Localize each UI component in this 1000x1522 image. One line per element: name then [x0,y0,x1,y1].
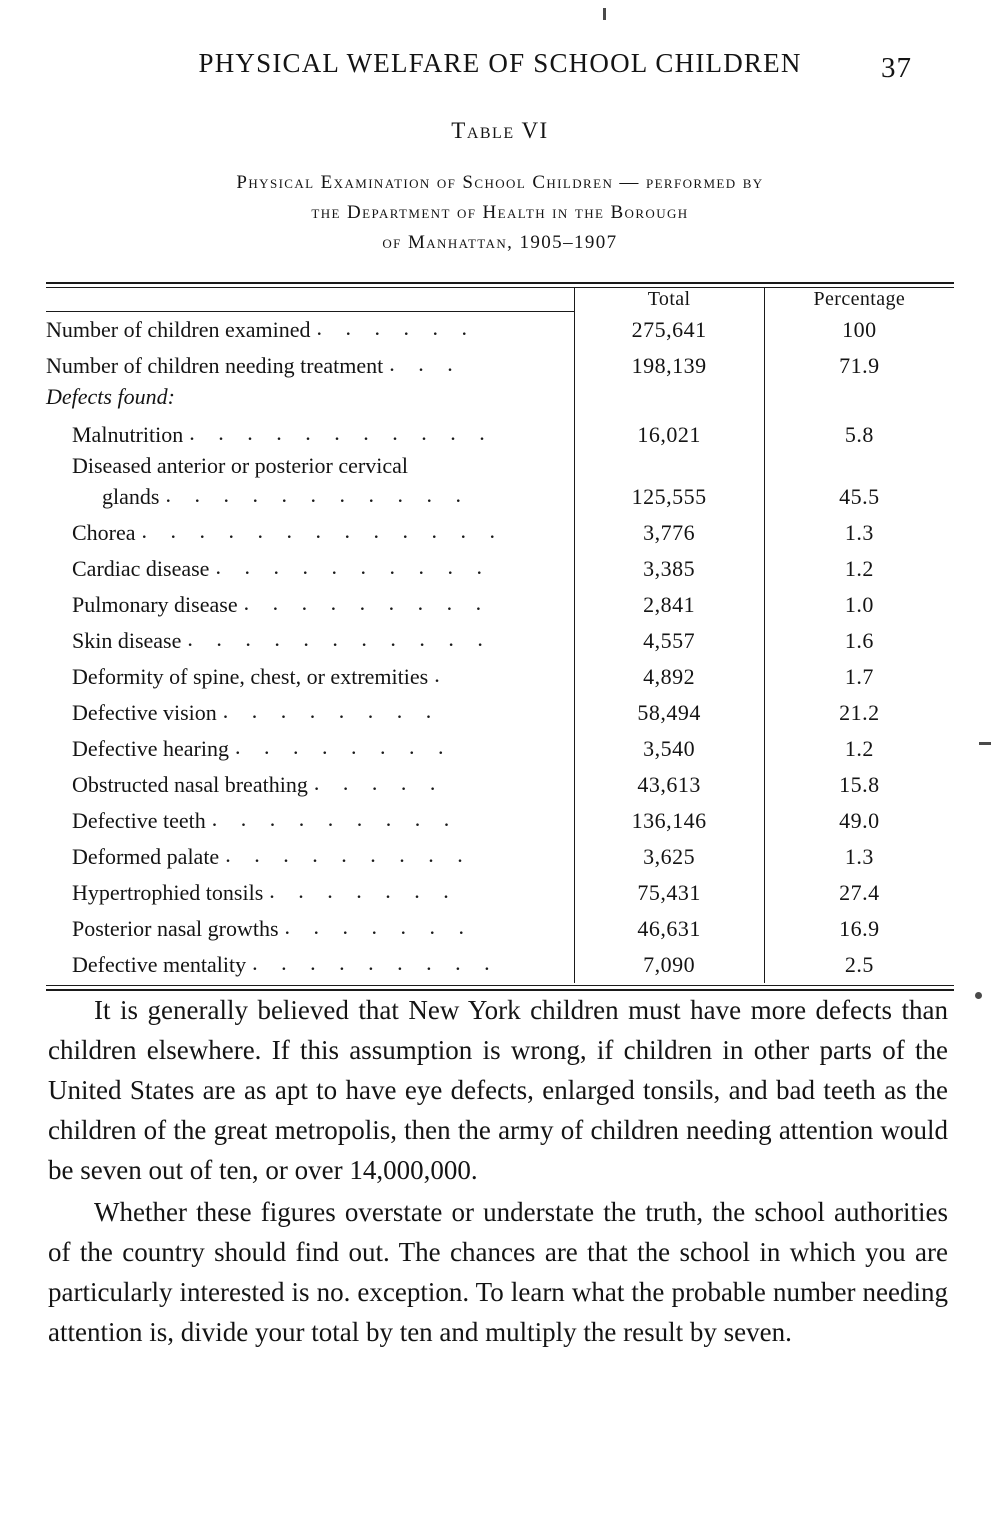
leader-dots: . . . . . . . [269,877,458,903]
row-pct-spacer [764,453,954,479]
row-percentage: 16.9 [764,911,954,947]
leader-dots: . . . [389,350,462,376]
leader-dots: . . . . . . . . . . [215,553,491,579]
table-row [46,410,954,453]
column-header-percentage: Percentage [764,288,954,311]
row-total: 43,613 [574,767,764,803]
row-total: 3,776 [574,515,764,551]
row-total: 198,139 [574,348,764,384]
table-row [46,623,954,659]
row-percentage: 1.2 [764,731,954,767]
row-total: 16,021 [574,410,764,453]
row-label: Deformity of spine, chest, or extremities [72,663,429,689]
table-caption-line-3: of Manhattan, 1905–1907 [382,232,618,253]
row-percentage: 27.4 [764,875,954,911]
leader-dots: . . . . . . . . [234,733,453,759]
table-row [46,479,954,515]
row-label: Deformed palate [72,843,220,869]
row-percentage: 2.5 [764,947,954,983]
table-row [46,311,954,348]
table-caption [70,168,930,258]
table-row [46,348,954,384]
row-percentage: 1.7 [764,659,954,695]
table-body [46,311,954,983]
row-label-cell [46,515,574,551]
leader-dots: . . . . . . . . . [225,841,472,867]
table-header-row [46,288,954,311]
row-label-cell [46,311,574,348]
table-row [46,911,954,947]
row-label-cell [46,839,574,875]
section-heading: Defects found: [46,383,175,409]
row-label-cell [46,875,574,911]
leader-dots: . . . . . [313,769,445,795]
row-label-cell [46,410,574,453]
table-label: Table VI [451,118,549,143]
row-label-cell [46,731,574,767]
table-row [46,587,954,623]
leader-dots: . . . . . . . [284,913,474,939]
paragraph-2: Whether these figures overstate or understate the truth, the school authorities of the country should find out. The chances are that the school in which you are particularly interested is no. exception. To learn what the probable number needing attention is, divide your total by ten and multiply the result by seven. [48,1197,948,1347]
row-percentage: 1.2 [764,551,954,587]
row-label: Pulmonary disease [72,591,238,617]
table-row [46,551,954,587]
row-label-cell [46,587,574,623]
scan-artifact [975,992,982,999]
row-label: Defective vision [72,699,217,725]
table-row [46,947,954,983]
row-total: 3,385 [574,551,764,587]
row-percentage: 15.8 [764,767,954,803]
row-label-cell [46,551,574,587]
row-percentage: 71.9 [764,348,954,384]
row-percentage: 45.5 [764,479,954,515]
leader-dots: . . . . . . . . . . . [187,625,492,651]
row-label: Defective teeth [72,807,206,833]
row-total-spacer [574,453,764,479]
row-label: Obstructed nasal breathing [72,771,308,797]
row-total: 275,641 [574,311,764,348]
column-header-blank [46,288,574,311]
row-label-cell [46,947,574,983]
table-row [46,875,954,911]
row-percentage: 1.3 [764,515,954,551]
leader-dots: . . . . . . . . . [252,949,499,975]
row-total: 4,557 [574,623,764,659]
row-label: Hypertrophied tonsils [72,879,264,905]
table-row [46,731,954,767]
row-label: Skin disease [72,627,182,653]
leader-dots: . . . . . . . . . [211,805,459,831]
table-row [46,767,954,803]
row-total: 46,631 [574,911,764,947]
row-percentage: 21.2 [764,695,954,731]
data-table [46,282,954,991]
row-percentage: 1.6 [764,623,954,659]
table-section-heading-row [46,384,954,410]
leader-dots: . . . . . . . . . . . [165,481,470,507]
paragraph-1: It is generally believed that New York children must have more defects than children elsewhere. If this assumption is wrong, if children in other parts of the United States are as apt to have eye defects, enlarged tonsils, and bad teeth as the children of the great metropolis, then the army of children needing attention would be seven out of ten, or over 14,000,000. [48,995,948,1185]
column-header-total: Total [574,288,764,311]
row-label-cell [46,348,574,384]
row-percentage: 100 [764,311,954,348]
row-total: 3,625 [574,839,764,875]
row-label: Number of children needing treatment [46,352,384,378]
table-row [46,695,954,731]
row-label-cell [46,623,574,659]
table-row [46,839,954,875]
row-total: 125,555 [574,479,764,515]
row-total: 75,431 [574,875,764,911]
table-caption-line-1: Physical Examination of School Children — performed by [236,172,764,193]
table-row [46,515,954,551]
row-label: Defective mentality [72,951,247,977]
row-label-cell [46,911,574,947]
row-label: Posterior nasal growths [72,915,279,941]
leader-dots: . . . . . . . . . [243,589,491,615]
row-label: Number of children examined [46,316,311,342]
row-total: 4,892 [574,659,764,695]
leader-dots: . [434,661,449,687]
row-label: Malnutrition [72,421,184,447]
row-label-cell [46,659,574,695]
row-label: Cardiac disease [72,555,210,581]
row-label-cell [46,767,574,803]
running-head [0,48,1000,79]
row-total: 3,540 [574,731,764,767]
row-label: Chorea [72,519,136,545]
row-label-cell [46,479,574,515]
leader-dots: . . . . . . . . [222,697,441,723]
row-percentage: 49.0 [764,803,954,839]
scan-artifact [603,8,606,20]
row-percentage: 1.0 [764,587,954,623]
row-total: 2,841 [574,587,764,623]
section-heading-pct-spacer [764,384,954,410]
section-heading-total-spacer [574,384,764,410]
row-percentage: 1.3 [764,839,954,875]
table-caption-line-2: the Department of Health in the Borough [311,202,689,223]
leader-dots: . . . . . . . . . . . . . [141,517,505,543]
body-text [48,990,948,1352]
table-row-wrapped-label [46,453,954,479]
row-total: 136,146 [574,803,764,839]
row-total: 58,494 [574,695,764,731]
row-percentage: 5.8 [764,410,954,453]
row-label: Defective hearing [72,735,229,761]
row-label-cell [46,453,574,479]
row-label-cell [46,695,574,731]
running-head-title: PHYSICAL WELFARE OF SCHOOL CHILDREN [198,48,802,78]
row-total: 7,090 [574,947,764,983]
leader-dots: . . . . . . . . . . . [189,419,494,445]
row-label: glands [102,483,160,509]
table-row [46,659,954,695]
table-header [46,288,954,311]
row-label-wrapline: Diseased anterior or posterior cervical [72,452,408,478]
page-number: 37 [881,52,912,84]
leader-dots: . . . . . . [316,314,477,340]
scan-artifact [979,742,991,745]
table-row [46,803,954,839]
row-label-cell [46,803,574,839]
